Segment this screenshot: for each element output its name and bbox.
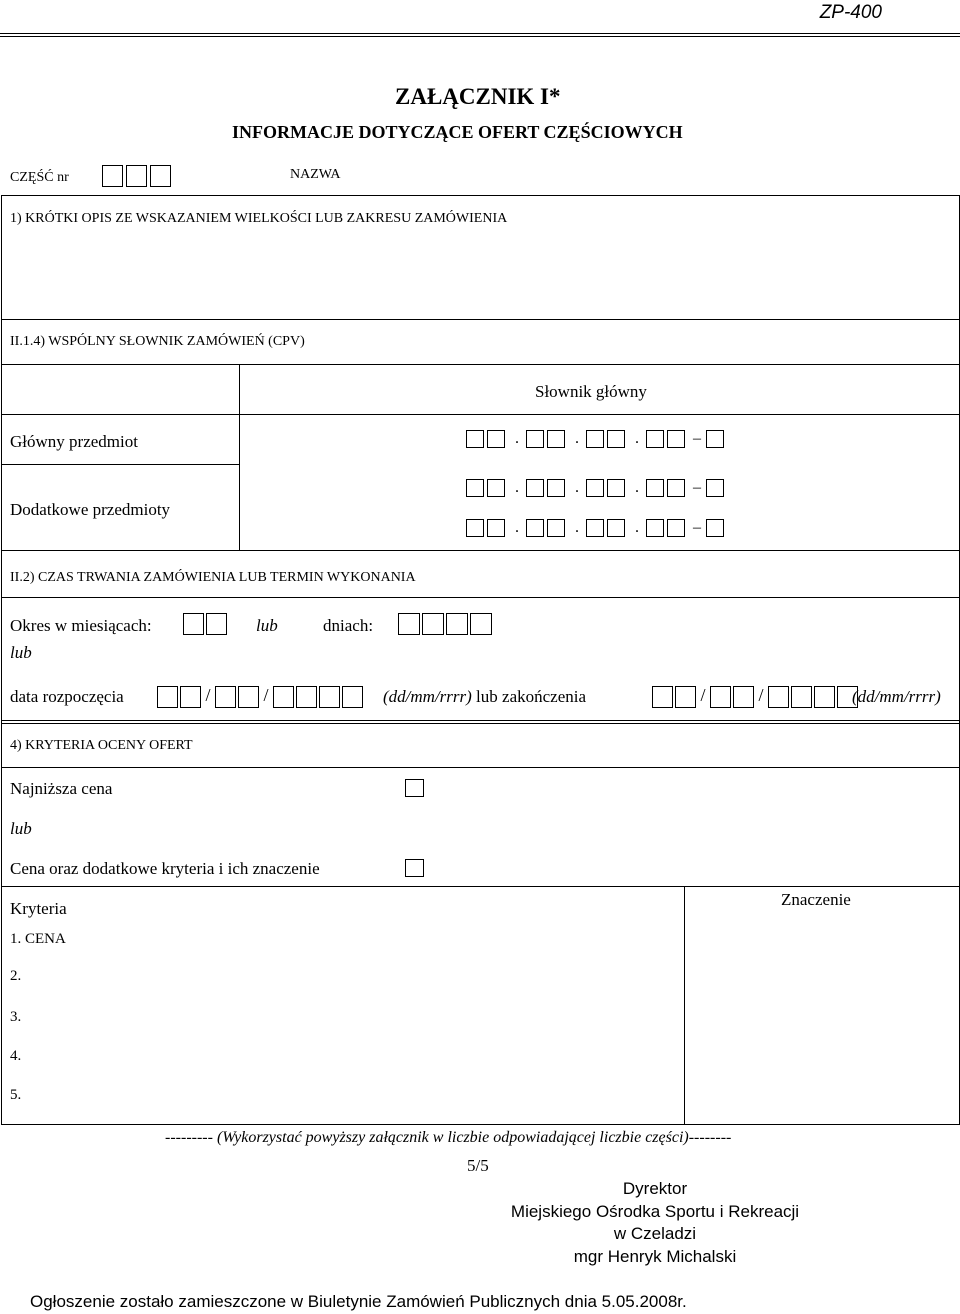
- divider: [1, 464, 240, 465]
- separator: /: [700, 685, 706, 705]
- cpv-column-header: Słownik główny: [535, 382, 647, 401]
- digit-box[interactable]: [706, 519, 724, 537]
- digit-box[interactable]: [607, 430, 625, 448]
- digit-box[interactable]: [487, 479, 505, 497]
- divider: [1, 597, 960, 598]
- lowest-price-label: Najniższa cena: [10, 779, 113, 798]
- weight-column-header: Znaczenie: [781, 890, 851, 909]
- digit-box[interactable]: [102, 165, 123, 187]
- digit-box[interactable]: [422, 613, 444, 635]
- months-boxes[interactable]: [183, 613, 230, 635]
- criteria-item-1: 1. CENA: [10, 931, 66, 947]
- digit-box[interactable]: [126, 165, 147, 187]
- digit-box[interactable]: [607, 479, 625, 497]
- divider: [1, 767, 960, 768]
- criteria-item-5: 5.: [10, 1087, 22, 1103]
- end-date-boxes[interactable]: [652, 685, 861, 708]
- section1-heading: 1) KRÓTKI OPIS ZE WSKAZANIEM WIELKOŚCI LUB ZAKRESU ZAMÓWIENIA: [10, 211, 508, 226]
- divider: [1, 414, 960, 415]
- digit-box[interactable]: [768, 686, 789, 708]
- digit-box[interactable]: [215, 686, 236, 708]
- criteria-item-3: 3.: [10, 1009, 22, 1025]
- cpv-additional-label: Dodatkowe przedmioty: [10, 500, 171, 519]
- digit-box[interactable]: [652, 686, 673, 708]
- digit-box[interactable]: [180, 686, 201, 708]
- signature-block: [500, 1178, 810, 1268]
- divider: [1, 720, 960, 721]
- separator: .: [575, 430, 579, 447]
- digit-box[interactable]: [667, 479, 685, 497]
- description-field[interactable]: [8, 230, 948, 315]
- or-label: lub: [10, 643, 32, 662]
- days-label: dniach:: [323, 616, 374, 635]
- criteria-item-2: 2.: [10, 968, 22, 984]
- digit-box[interactable]: [206, 613, 227, 635]
- publication-note: Ogłoszenie zostało zamieszczone w Biuletynie Zamówień Publicznych dnia 5.05.2008r.: [30, 1292, 687, 1311]
- digit-box[interactable]: [547, 430, 565, 448]
- or-label: lub: [476, 687, 498, 706]
- digit-box[interactable]: [487, 519, 505, 537]
- separator: /: [263, 685, 269, 705]
- digit-box[interactable]: [607, 519, 625, 537]
- separator: .: [575, 479, 579, 496]
- lowest-price-checkbox[interactable]: [405, 779, 427, 797]
- digit-box[interactable]: [296, 686, 317, 708]
- cpv-additional-code-2[interactable]: [466, 519, 727, 537]
- start-date-label: data rozpoczęcia: [10, 687, 124, 706]
- signature-org-line2: w Czeladzi: [613, 1224, 697, 1243]
- start-date-boxes[interactable]: [157, 685, 366, 708]
- cpv-main-label: Główny przedmiot: [10, 432, 138, 451]
- duration-heading: II.2) CZAS TRWANIA ZAMÓWIENIA LUB TERMIN WYKONANIA: [10, 570, 416, 585]
- divider: [1, 319, 960, 320]
- digit-box[interactable]: [646, 519, 664, 537]
- digit-box[interactable]: [586, 479, 604, 497]
- digit-box[interactable]: [466, 479, 484, 497]
- signature-role: Dyrektor: [622, 1179, 688, 1198]
- digit-box[interactable]: [547, 519, 565, 537]
- separator: –: [693, 430, 701, 447]
- criteria-column-header: Kryteria: [10, 899, 67, 918]
- digit-box[interactable]: [675, 686, 696, 708]
- price-plus-criteria-label: Cena oraz dodatkowe kryteria i ich znaczenie: [10, 859, 320, 878]
- separator: –: [693, 479, 701, 496]
- start-date-format: [383, 687, 586, 707]
- separator: –: [693, 519, 701, 536]
- cpv-column-divider: [239, 364, 240, 550]
- form-code: ZP-400: [819, 2, 882, 23]
- digit-box[interactable]: [646, 430, 664, 448]
- checkbox-box[interactable]: [405, 859, 424, 877]
- digit-box[interactable]: [667, 430, 685, 448]
- digit-box[interactable]: [342, 686, 363, 708]
- digit-box[interactable]: [706, 479, 724, 497]
- digit-box[interactable]: [586, 519, 604, 537]
- price-plus-criteria-checkbox[interactable]: [405, 859, 427, 877]
- digit-box[interactable]: [470, 613, 492, 635]
- usage-note: --------- (Wykorzystać powyższy załącznik w liczbie odpowiadającej liczbie części)--------: [165, 1129, 732, 1146]
- separator: .: [635, 479, 639, 496]
- digit-box[interactable]: [466, 430, 484, 448]
- separator: .: [515, 430, 519, 447]
- annex-title: ZAŁĄCZNIK I*: [395, 84, 561, 109]
- digit-box[interactable]: [183, 613, 204, 635]
- cpv-main-code[interactable]: [466, 430, 727, 448]
- cpv-heading: II.1.4) WSPÓLNY SŁOWNIK ZAMÓWIEŃ (CPV): [10, 334, 305, 349]
- digit-box[interactable]: [646, 479, 664, 497]
- digit-box[interactable]: [814, 686, 835, 708]
- or-label: lub: [10, 819, 32, 838]
- digit-box[interactable]: [667, 519, 685, 537]
- divider: [1, 550, 960, 551]
- name-label: NAZWA: [290, 167, 341, 182]
- criteria-heading: 4) KRYTERIA OCENY OFERT: [10, 738, 193, 753]
- cpv-additional-code-1[interactable]: [466, 479, 727, 497]
- digit-box[interactable]: [319, 686, 340, 708]
- part-number-boxes[interactable]: [102, 165, 174, 187]
- date-format-hint: (dd/mm/rrrr): [383, 687, 472, 706]
- or-label: lub: [256, 616, 278, 635]
- checkbox-box[interactable]: [405, 779, 424, 797]
- digit-box[interactable]: [273, 686, 294, 708]
- digit-box[interactable]: [446, 613, 468, 635]
- divider: [1, 723, 960, 724]
- signature-org-line1: Miejskiego Ośrodka Sportu i Rekreacji: [510, 1201, 800, 1221]
- separator: .: [575, 519, 579, 536]
- separator: .: [515, 479, 519, 496]
- digit-box[interactable]: [586, 430, 604, 448]
- header-rule: [0, 33, 960, 37]
- divider: [1, 886, 960, 887]
- days-boxes[interactable]: [398, 613, 495, 635]
- page-number: 5/5: [467, 1156, 489, 1175]
- digit-box[interactable]: [791, 686, 812, 708]
- digit-box[interactable]: [526, 479, 544, 497]
- digit-box[interactable]: [150, 165, 171, 187]
- annex-subtitle: INFORMACJE DOTYCZĄCE OFERT CZĘŚCIOWYCH: [232, 122, 683, 142]
- digit-box[interactable]: [733, 686, 754, 708]
- digit-box[interactable]: [547, 479, 565, 497]
- digit-box[interactable]: [398, 613, 420, 635]
- separator: /: [758, 685, 764, 705]
- digit-box[interactable]: [526, 519, 544, 537]
- digit-box[interactable]: [706, 430, 724, 448]
- part-label: CZĘŚĆ nr: [10, 170, 69, 185]
- separator: .: [515, 519, 519, 536]
- digit-box[interactable]: [487, 430, 505, 448]
- separator: .: [635, 519, 639, 536]
- end-date-label: zakończenia: [502, 687, 587, 706]
- criteria-column-divider: [684, 886, 685, 1125]
- separator: /: [205, 685, 211, 705]
- digit-box[interactable]: [466, 519, 484, 537]
- months-label: Okres w miesiącach:: [10, 616, 152, 635]
- signature-name: mgr Henryk Michalski: [573, 1246, 737, 1266]
- digit-box[interactable]: [157, 686, 178, 708]
- digit-box[interactable]: [526, 430, 544, 448]
- criteria-item-4: 4.: [10, 1048, 22, 1064]
- separator: .: [635, 430, 639, 447]
- divider: [1, 364, 960, 365]
- digit-box[interactable]: [238, 686, 259, 708]
- digit-box[interactable]: [710, 686, 731, 708]
- end-date-format: (dd/mm/rrrr): [852, 687, 941, 706]
